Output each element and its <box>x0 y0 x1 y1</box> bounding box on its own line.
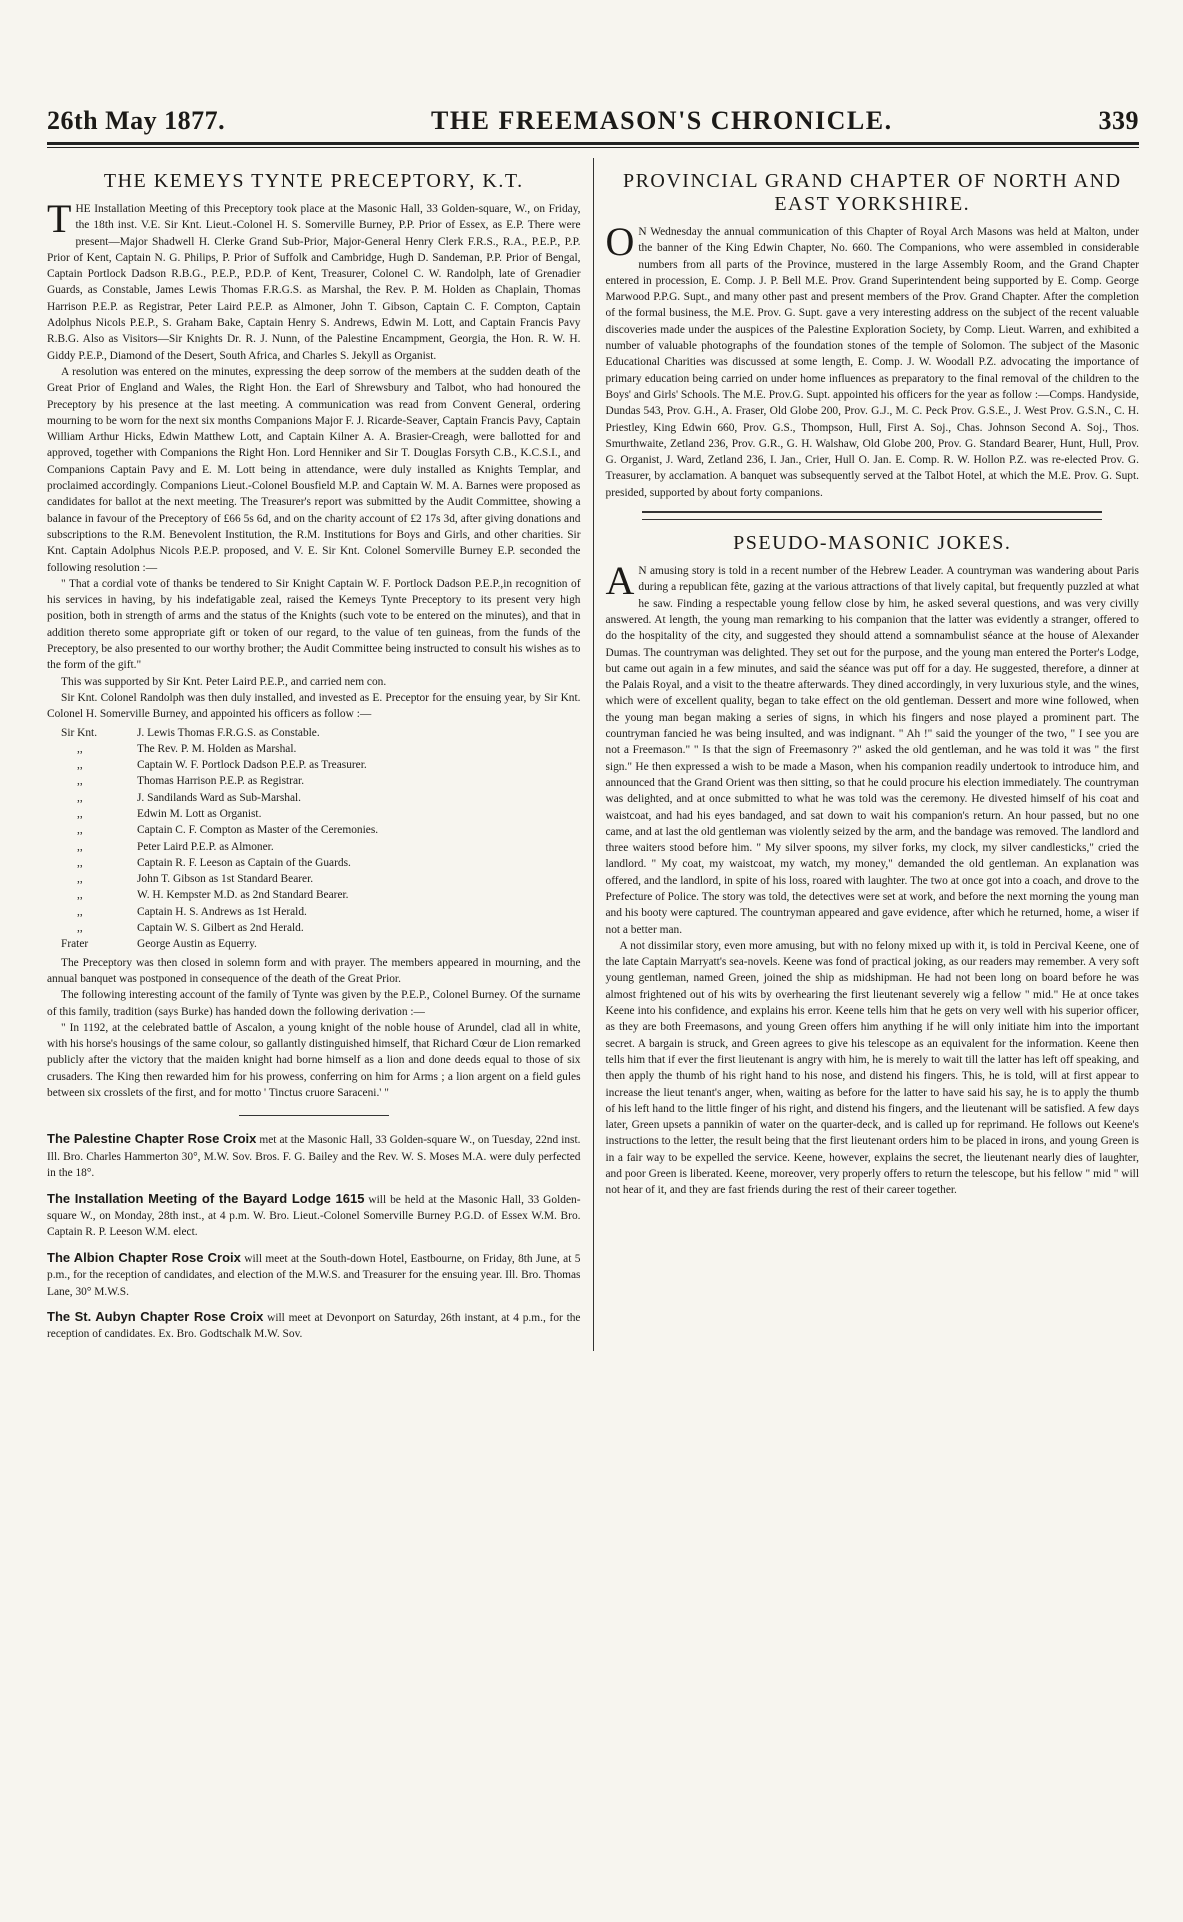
paragraph: AN amusing story is told in a recent number of the Hebrew Leader. A countryman was wandering about Paris during a republican fête, gazing at the various attractions of that lively capital, but frequently puzzled at what he saw. Finding a respectable young fellow close by him, he asked several questions, and was very civilly answered. At length, the young man remarking to his companion that the latter was evidently a stranger, offered to do the hospitality of the city, and suggested they should attend a somnambulist séance at the house of Alexander Dumas. The countryman was delighted. They set out for the purpose, and the young man entered the Porter's Lodge, but came out again in a few minutes, and said the séance was put off for a day. He suggested, therefore, a dinner at the Palais Royal, and a visit to the theatre afterwards. They dined accordingly, in very luxurious style, and the wines, which were of excellent quality, began to take effect on the old gentleman. Dessert and more wine followed, when the young man began making a series of signs, in which his fingers and nose played a prominent part. The countryman fancied he was being insulted, and was indignant. " Ah !" said the younger of the two, " I see you are not a Freemason." " Is that the sign of Freemasonry ?" asked the old gentleman, and he was told it was " the first sign." He then expressed a wish to be made a Mason, when his companion readily undertook to introduce him, and announced that the Grand Orient was then sitting, so that he could procure his election immediately. The countryman was delighted, and at once submitted to what he was told was the ceremony. He divested himself of his coat and waistcoat, and had his eyes bandaged, and sat down to wait his companion's return. An hour passed, but no one came, and at last the old gentleman was violently seized by the arm, and the bandage was removed. The landlord and three waiters stood before him. " My silver spoons, my silver forks, my clock, my silver candlesticks," cried the landlord. " My coat, my waistcoat, my watch, my money," demanded the old gentleman. An explanation was offered, and the landlord, in spite of his loss, roared with laughter. The two at once got into a coach, and drove to the Prefecture of Police. The story was told, the detectives were set at work, and before the next morning the young man and his booty were captured. The countryman appeared and gave evidence, after which he returned, home, a wiser if not a better man. <box>605 558 1139 936</box>
paragraph: Sir Knt. Colonel Randolph was then duly installed, and invested as E. Preceptor for the ensuing year, by Sir Knt. Colonel H. Somerville Burney, and appointed his officers as follow :— <box>47 691 581 721</box>
officer-row: Sir Knt. J. Lewis Thomas F.R.G.S. as Constable. <box>61 726 320 739</box>
paragraph: " In 1192, at the celebrated battle of Ascalon, a young knight of the noble house of Arundel, clad all in white, with his horse's housings of the same colour, so gallantly distinguished himself, that Richard Cœur de Lion remarked publicly after the victory that the maiden knight had borne himself as a lion and done deeds equal to those of six crusaders. The King then rewarded him for his prowess, conferring on him for Arms ; a lion argent on a field gules between six crosslets of the first, and for motto ' Tinctus cruore Saraceni.' " <box>47 1021 581 1100</box>
paragraph: " That a cordial vote of thanks be tendered to Sir Knight Captain W. F. Portlock Dadson P.E.P.,in recognition of his services in having, by his indefatigable zeal, raised the Kemeys Tynte Preceptory to its present very high position, both in strength of arms and the status of the Knights (such vote to be entered on the minutes), and that in addition thereto some appropriate gift or token of our regard, to the value of ten guineas, from the funds of the Preceptory, be also presented to our worthy brother; the Audit Committee being instructed to consult his wishes as to the form of the gift." <box>47 577 581 672</box>
officers-list <box>47 725 581 953</box>
officer-row: ,, Captain H. S. Andrews as 1st Herald. <box>77 905 307 918</box>
officer-row: ,, Captain C. F. Compton as Master of the Ceremonies. <box>77 824 379 837</box>
section-divider <box>642 511 1102 513</box>
paragraph: A resolution was entered on the minutes, expressing the deep sorrow of the members at the sudden death of the Great Prior of England and Wales, the Right Hon. the Earl of Shrewsbury and Talbot, who had honoured the Preceptory by his presence at the last meeting. A communication was read from Convent General, ordering mourning to be worn for the next six months Companions Major F. J. Ricarde-Seaver, Captain Francis Pavy, Captain William Arthur Hicks, Edwin Matthew Lott, and Captain Kilner A. A. Brasier-Creagh, were ballotted for and approved, together with Companions the Right Hon. Lord Henniker and Sir T. Douglas Forsyth C.B., K.C.S.I., and Companions Captain Pavy and E. M. Lott being in attendance, were duly installed as Knights Templar, and proclaimed accordingly. Companions Lieut.-Colonel Bousfield M.P. and Captain W. M. A. Barnes were proposed as candidates for ballot at the next meeting. The Treasurer's report was submitted by the Audit Committee, showing a balance in favour of the Preceptory of £66 5s 6d, and on the charity account of £2 17s 3d, after giving donations and subscriptions to the R.M. Benevolent Institution, the R.M. Institutions for Boys and Girls, and other charities. Sir Knt. Captain Adolphus Nicols P.E.P. proposed, and V. E. Sir Knt. Colonel Somerville Burney E.P. seconded the following resolution :— <box>47 365 581 574</box>
paragraph: This was supported by Sir Knt. Peter Laird P.E.P., and carried nem con. <box>61 675 387 688</box>
paragraph: THE Installation Meeting of this Preceptory took place at the Masonic Hall, 33 Golden-square, W., on Friday, the 18th inst. V.E. Sir Knt. Lieut.-Colonel H. S. Somerville Burney, P.P. Prior of Essex, as E.P. There were present—Major Shadwell H. Clerke Grand Sub-Prior, Major-General Henry Clerk F.R.S., R.A., P.E.P., P.P. Prior of Kent, Captain N. G. Philips, P. Prior of Suffolk and Cambridge, Hugh D. Sandeman, P.P. Prior of Bengal, Captain Portlock Dadson R.B.G., P.E.P., P.D.P. of Kent, Treasurer, Colonel C. W. Randolph, late of Grenadier Guards, as Constable, James Lewis Thomas F.R.G.S. as Marshal, the Rev. P. M. Holden as Chaplain, Thomas Harrison P.E.P. as Registrar, Peter Laird P.E.P. as Almoner, John T. Gibson, Captain C. F. Compton, Captain Adolphus Nicols P.E.P., S. Graham Bake, Captain Henry S. Andrews, Edwin M. Lott, and Captain Francis Pavy R.B.G. Also as Visitors—Sir Knights Dr. R. J. Nunn, of the Palestine Encampment, Georgia, the Hon. R. W. H. Giddy P.E.P., Diamond of the Desert, South Africa, and Charles S. Jekyll as Organist. <box>47 196 581 362</box>
officer-row: ,, W. H. Kempster M.D. as 2nd Standard Bearer. <box>77 889 349 902</box>
officer-row: ,, Captain W. S. Gilbert as 2nd Herald. <box>77 922 304 935</box>
officer-row: ,, Captain R. F. Leeson as Captain of the Guards. <box>77 856 351 869</box>
left-column <box>47 158 593 1351</box>
masthead-rule <box>47 142 1139 145</box>
officer-row: ,, Thomas Harrison P.E.P. as Registrar. <box>77 775 305 788</box>
right-column <box>593 158 1140 1351</box>
notice-bayard: The Installation Meeting of the Bayard Lodge 1615 will be held at the Masonic Hall, 33 Golden-square W., on Monday, 28th inst., at 4 p.m. W. Bro. Lieut.-Colonel Somerville Burney P.G.D. of Essex W.M. Bro. Captain R. P. Leeson W.M. elect. <box>47 1190 581 1239</box>
page-number: 339 <box>1098 106 1139 135</box>
notice-st-aubyn: The St. Aubyn Chapter Rose Croix will meet at Devonport on Saturday, 26th instant, at 4 p.m., for the reception of candidates. Ex. Bro. Godtschalk M.W. Sov. <box>47 1308 581 1341</box>
article-title-jokes: PSEUDO-MASONIC JOKES. <box>733 532 1012 555</box>
article-title-provincial: PROVINCIAL GRAND CHAPTER OF NORTH AND EAST YORKSHIRE. <box>622 170 1122 215</box>
officer-row: ,, Captain W. F. Portlock Dadson P.E.P. as Treasurer. <box>77 759 367 772</box>
article-title-preceptory: THE KEMEYS TYNTE PRECEPTORY, K.T. <box>103 170 524 192</box>
columns <box>47 158 1139 1351</box>
paper-title: THE FREEMASON'S CHRONICLE. <box>431 106 893 135</box>
section-divider-thin <box>642 519 1102 520</box>
section-divider <box>239 1115 389 1116</box>
notice-palestine: The Palestine Chapter Rose Croix met at the Masonic Hall, 33 Golden-square W., on Tuesday, 22nd inst. Ill. Bro. Charles Hammerton 30°, M.W. Sov. Bros. F. G. Bailey and the Rev. W. S. Moses M.A. were duly perfected in the 18°. <box>47 1131 581 1180</box>
notice-albion: The Albion Chapter Rose Croix will meet at the South-down Hotel, Eastbourne, on Friday, 8th June, at 5 p.m., for the reception of candidates, and election of the M.W.S. and Treasurer for the ensuing year. Ill. Bro. Thomas Lane, 30° M.W.S. <box>47 1249 581 1298</box>
masthead-rule-thin <box>47 147 1139 148</box>
officer-row: ,, The Rev. P. M. Holden as Marshal. <box>77 742 297 755</box>
issue-date: 26th May 1877. <box>47 106 226 135</box>
paragraph: The Preceptory was then closed in solemn form and with prayer. The members appeared in mourning, and the annual banquet was postponed in consequence of the death of the Great Prior. <box>47 956 581 985</box>
officer-row: Frater George Austin as Equerry. <box>61 938 257 951</box>
paragraph: A not dissimilar story, even more amusing, but with no felony mixed up with it, is told in Percival Keene, one of the late Captain Marryatt's sea-novels. Keene was fond of practical joking, as our readers may remember. A very soft young gentleman, named Green, joined the ship as midshipman. He had not been long on board before he was almost frightened out of his wits by overhearing the first lieutenant severely wig a fellow " mid." He at once takes Keene into his confidence, and explains his error. Keene tells him that he gets on very well with his superior officer, as they are both Freemasons, and young Green offers him anything if he will only initiate him into the important secret. A bargain is struck, and Green agrees to give his telescope as an equivalent for the information. Keene then tells him that if ever the first lieutenant is angry with him, he is merely to wait till the latter has left off speaking, and then apply the thumb of his right hand to his nose, and distend his fingers. This, he is told, will at first appear to increase the lieut tenant's anger, when, waiting as before for the latter to have said his say, he is to apply the thumb of his left hand to the little finger of his right, and distend his fingers, and the lieutenant will be satisfied. A few days later, Green upsets a pannikin of water on the quarter-deck, and is called up for reprimand. He follows out Keene's instructions to the letter, the result being that the first lieutenant orders him to be placed in irons, and young Green is in a fair way to be expelled the service. Keene, however, explains the secret, the lieutenant nearly dies of laughter, and poor Green is liberated. Keene, moreover, very properly offers to return the telescope, but his fellow " mid " will not hear of it, and they are fast friends during the rest of their career together. <box>605 939 1139 1197</box>
officer-row: ,, John T. Gibson as 1st Standard Bearer. <box>77 873 314 886</box>
officer-row: ,, J. Sandilands Ward as Sub-Marshal. <box>77 791 302 804</box>
paragraph: ON Wednesday the annual communication of this Chapter of Royal Arch Masons was held at Malton, under the banner of the King Edwin Chapter, No. 660. The Companions, who were assembled in considerable numbers from all parts of the Province, mustered in the large Assembly Room, and the Grand Chapter entered in procession, E. Comp. J. P. Bell M.E. Prov. Grand Superintendent being supported by E. Comp. George Marwood P.P.G. Supt., and many other past and present members of the Prov. Grand Chapter. After the completion of the formal business, the M.E. Prov. G. Supt. gave a very interesting address on the subject of the recent valuable discoveries made under the auspices of the Palestine Exploration Society, by Comp. Lieut. Warren, and exhibited a number of valuable photographs of the foundation stones of the temple of Solomon. The subject of the Masonic Educational Charities was discussed at some length, E. Comp. J. W. Woodall P.Z. advocating the importance of primary education being carried on under home influences as preparatory to the final removal of the children to the Boys' and Girls' Schools. The M.E. Prov.G. Supt. appointed his officers for the year as follow :—Comps. Handyside, Dundas 543, Prov. G.H., A. Fraser, Old Globe 200, Prov. G.J., M. C. Peck Prov. G.S.E., J. West Prov. G.S.N., C. H. Priestley, King Edwin 660, Prov. G.S., Thompson, Hull, First A. Soj., Chas. Johnson Second A. Soj., Thos. Smurthwaite, Zetland 236, Prov. G.R., G. H. Walshaw, Old Globe 200, Prov. G. Standard Bearer, Hunt, Hull, Prov. G. Organist, J. Ward, Zetland 236, I. Jan., Crier, Hull O. Jan. E. Comp. R. W. Hollon P.Z. was re-elected Prov. G. Treasurer, by acclamation. A banquet was subsequently served at the Talbot Hotel, at which the M.E. Prov. G. Supt. presided, supported by about forty companions. <box>605 219 1139 499</box>
officer-row: ,, Peter Laird P.E.P. as Almoner. <box>77 840 274 853</box>
masthead <box>47 0 1139 140</box>
officer-row: ,, Edwin M. Lott as Organist. <box>77 807 262 820</box>
paragraph: The following interesting account of the family of Tynte was given by the P.E.P., Colonel Burney. Of the surname of this family, tradition (says Burke) has handed down the following derivation :— <box>47 989 581 1018</box>
